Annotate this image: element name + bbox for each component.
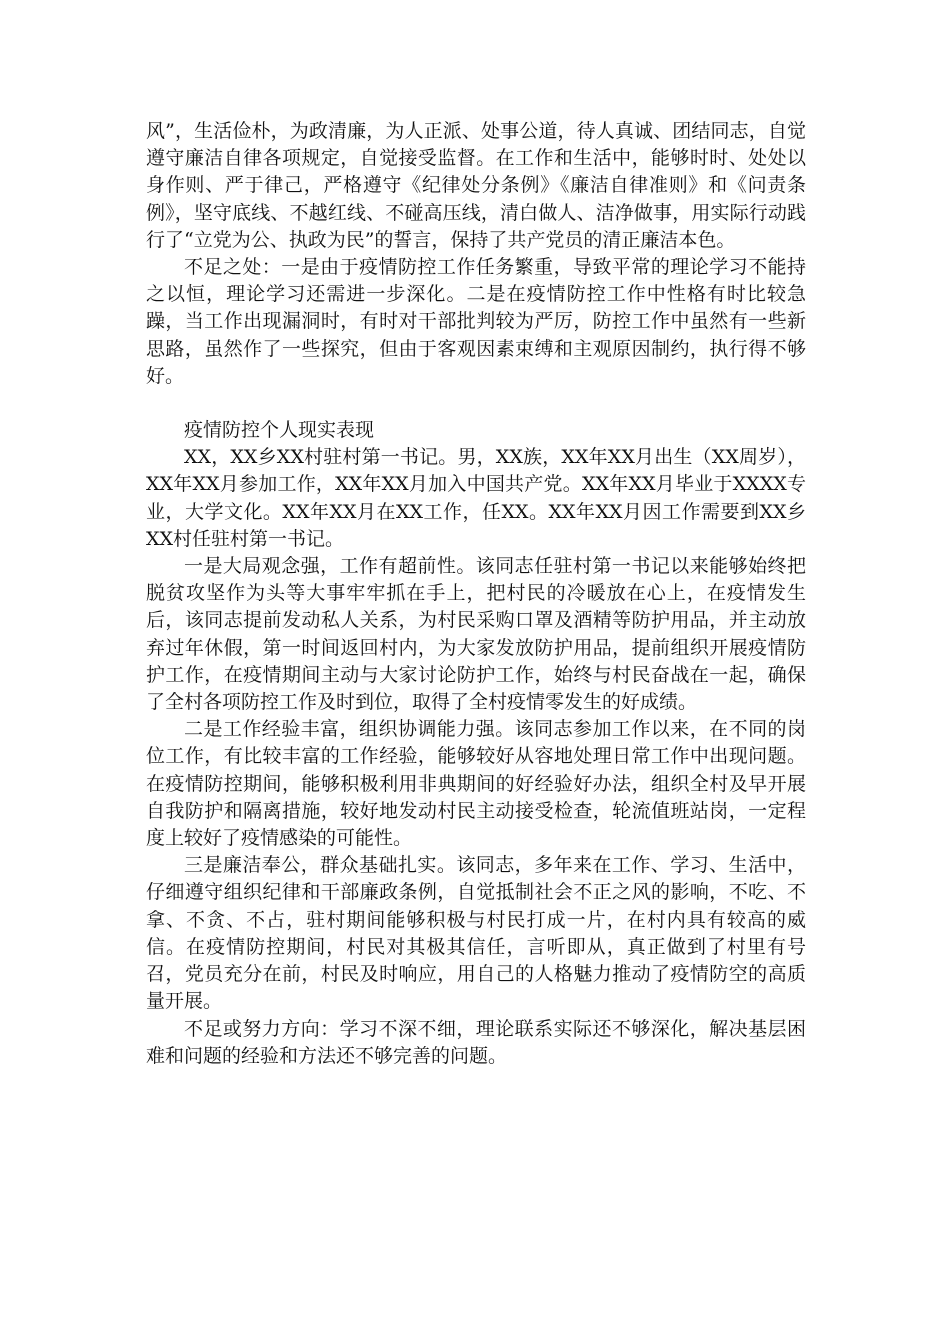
paragraph-point-one: 一是大局观念强，工作有超前性。该同志任驻村第一书记以来能够始终把脱贫攻坚作为头等大事牢牢抓在手上，把村民的冷暖放在心上，在疫情发生后，该同志提前发动私人关系，为村民采购口罩及酒精等防护用品，并主动放弃过年休假，第一时间返回村内，为大家发放防护用品，提前组织开展疫情防护工作，在疫情期间主动与大家讨论防护工作，始终与村民奋战在一起，确保了全村各项防控工作及时到位，取得了全村疫情零发生的好成绩。 — [146, 555, 806, 714]
paragraph-improvement: 不足或努力方向：学习不深不细，理论联系实际还不够深化，解决基层困难和问题的经验和方法还不够完善的问题。 — [146, 1017, 806, 1067]
document-body — [146, 118, 806, 1070]
section-title: 疫情防控个人现实表现 — [184, 419, 375, 442]
paragraph-intro: XX，XX乡XX村驻村第一书记。男，XX族，XX年XX月出生（XX周岁），XX年XX月参加工作，XX年XX月加入中国共产党。XX年XX月毕业于XXXX专业，大学文化。XX年XX月在XX工作，任XX。XX年XX月因工作需要到XX乡XX村任驻村第一书记。 — [146, 446, 806, 550]
paragraph-continued: 风”，生活俭朴，为政清廉，为人正派、处事公道，待人真诚、团结同志，自觉遵守廉洁自律各项规定，自觉接受监督。在工作和生活中，能够时时、处处以身作则、严于律己，严格遵守《纪律处分条例》《廉洁自律准则》和《问责条例》，坚守底线、不越红线、不碰高压线，清白做人、洁净做事，用实际行动践行了“立党为公、执政为民”的誓言，保持了共产党员的清正廉洁本色。 — [146, 120, 806, 251]
paragraph-point-three: 三是廉洁奉公，群众基础扎实。该同志，多年来在工作、学习、生活中，仔细遵守组织纪律和干部廉政条例，自觉抵制社会不正之风的影响，不吃、不拿、不贪、不占，驻村期间能够积极与村民打成一片，在村内具有较高的威信。在疫情防控期间，村民对其极其信任，言听即从，真正做到了村里有号召，党员充分在前，村民及时响应，用自己的人格魅力推动了疫情防空的高质量开展。 — [146, 854, 806, 1013]
paragraph-point-two: 二是工作经验丰富，组织协调能力强。该同志参加工作以来，在不同的岗位工作，有比较丰富的工作经验，能够较好从容地处理日常工作中出现问题。在疫情防控期间，能够积极利用非典期间的好经验好办法，组织全村及早开展自我防护和隔离措施，较好地发动村民主动接受检查，轮流值班站岗，一定程度上较好了疫情感染的可能性。 — [146, 718, 806, 850]
paragraph-shortcomings: 不足之处：一是由于疫情防控工作任务繁重，导致平常的理论学习不能持之以恒，理论学习还需进一步深化。二是在疫情防控工作中性格有时比较急躁，当工作出现漏洞时，有时对干部批判较为严厉，防控工作中虽然有一些新思路，虽然作了一些探究，但由于客观因素束缚和主观原因制约，执行得不够好。 — [146, 256, 806, 387]
paragraph-gap — [146, 390, 806, 417]
